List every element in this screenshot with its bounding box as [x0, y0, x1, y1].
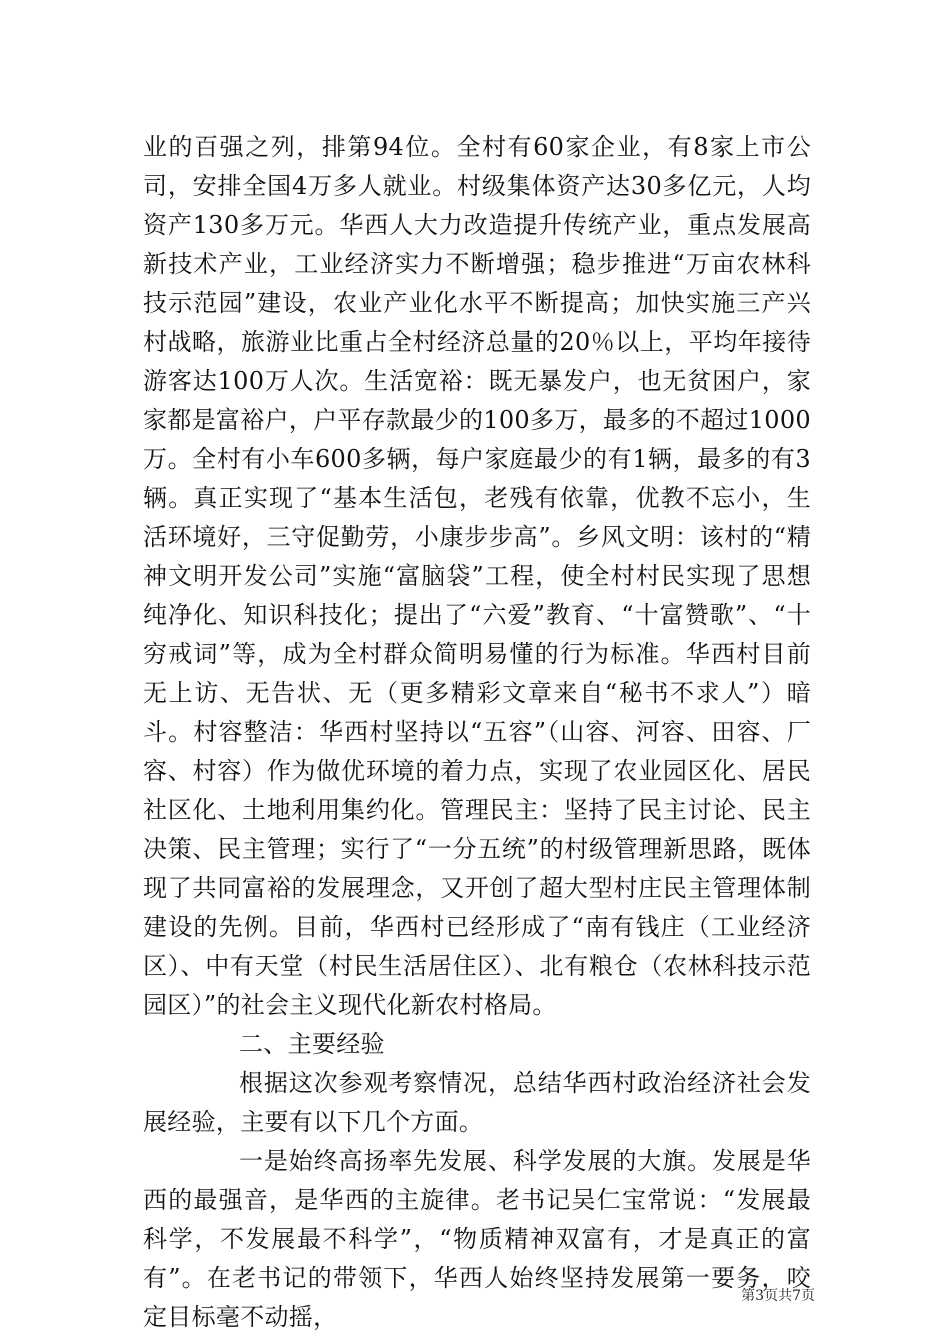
paragraph-first-experience: 一是始终高扬率先发展、科学发展的大旗。发展是华西的最强音，是华西的主旋律。老书记吴仁宝常说：“发展最科学，不发展最不科学”，“物质精神双富有，才是真正的富有”。在老书记的带领下，华西人始终坚持发展第一要务，咬定目标毫不动摇，: [143, 1147, 811, 1331]
page-number-footer: 第3页共7页: [741, 1288, 815, 1304]
section-heading-main-experience: 二、主要经验: [239, 1030, 385, 1058]
paragraph-village-overview: 业的百强之列，排第94位。全村有60家企业，有8家上市公司，安排全国4万多人就业。村级集体资产达30多亿元，人均资产130多万元。华西人大力改造提升传统产业，重点发展高新技术产业，工业经济实力不断增强；稳步推进“万亩农林科技示范园”建设，农业产业化水平不断提高；加快实施三产兴村战略，旅游业比重占全村经济总量的20％以上，平均年接待游客达100万人次。生活宽裕：既无暴发户，也无贫困户，家家都是富裕户，户平存款最少的100多万，最多的不超过1000万。全村有小车600多辆，每户家庭最少的有1辆，最多的有3辆。真正实现了“基本生活包，老残有依靠，优教不忘小，生活环境好，三守促勤劳，小康步步高”。乡风文明：该村的“精神文明开发公司”实施“富脑袋”工程，使全村村民实现了思想纯净化、知识科技化；提出了“六爱”教育、“十富赞歌”、“十穷戒词”等，成为全村群众简明易懂的行为标准。华西村目前无上访、无告状、无（更多精彩文章来自“秘书不求人”）暗斗。村容整洁：华西村坚持以“五容”（山容、河容、田容、厂容、村容）作为做优环境的着力点，实现了农业园区化、居民社区化、土地利用集约化。管理民主：坚持了民主讨论、民主决策、民主管理；实行了“一分五统”的村级管理新思路，既体现了共同富裕的发展理念，又开创了超大型村庄民主管理体制建设的先例。目前，华西村已经形成了“南有钱庄（工业经济区）、中有天堂（村民生活居住区）、北有粮仓（农林科技示范园区）”的社会主义现代化新农村格局。: [143, 133, 811, 1019]
document-body: [143, 128, 811, 1337]
paragraph-summary-intro: 根据这次参观考察情况，总结华西村政治经济社会发展经验，主要有以下几个方面。: [143, 1069, 811, 1136]
